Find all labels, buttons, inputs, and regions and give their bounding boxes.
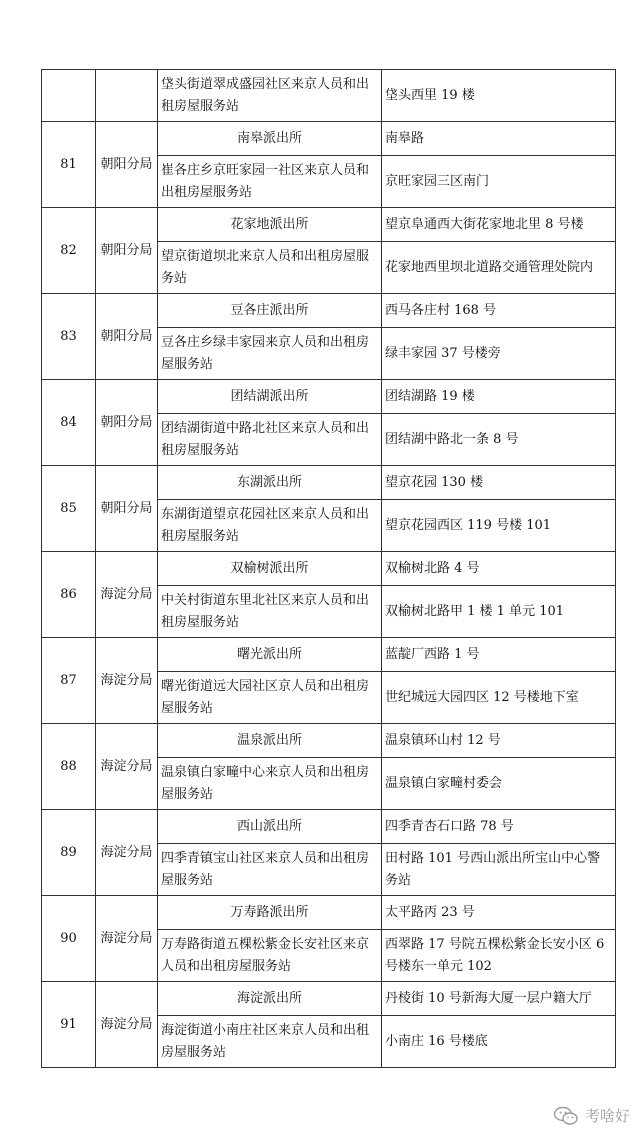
police-station-name: 西山派出所 — [158, 810, 382, 844]
service-station-address: 垡头西里 19 楼 — [382, 70, 616, 122]
bureau-cell: 海淀分局 — [96, 638, 158, 724]
police-station-address: 西马各庄村 168 号 — [382, 294, 616, 328]
police-station-address: 蓝靛厂西路 1 号 — [382, 638, 616, 672]
police-station-address: 温泉镇环山村 12 号 — [382, 724, 616, 758]
table-row — [42, 982, 616, 1016]
police-station-address: 望京花园 130 楼 — [382, 466, 616, 500]
table-row — [42, 724, 616, 758]
number-cell: 88 — [42, 724, 96, 810]
police-station-name: 豆各庄派出所 — [158, 294, 382, 328]
table-row — [42, 70, 616, 122]
service-station-address: 京旺家园三区南门 — [382, 156, 616, 208]
service-station-name: 崔各庄乡京旺家园一社区来京人员和出租房屋服务站 — [158, 156, 382, 208]
police-station-name: 东湖派出所 — [158, 466, 382, 500]
watermark — [553, 1105, 630, 1126]
service-station-address: 团结湖中路北一条 8 号 — [382, 414, 616, 466]
service-station-name: 温泉镇白家疃中心来京人员和出租房屋服务站 — [158, 758, 382, 810]
bureau-cell: 海淀分局 — [96, 982, 158, 1068]
police-station-address: 双榆树北路 4 号 — [382, 552, 616, 586]
service-station-name: 海淀街道小南庄社区来京人员和出租房屋服务站 — [158, 1016, 382, 1068]
service-station-address: 望京花园西区 119 号楼 101 — [382, 500, 616, 552]
table-row — [42, 122, 616, 156]
police-station-name: 南皋派出所 — [158, 122, 382, 156]
number-cell: 89 — [42, 810, 96, 896]
table-row — [42, 810, 616, 844]
police-station-address: 四季青杏石口路 78 号 — [382, 810, 616, 844]
police-station-name: 海淀派出所 — [158, 982, 382, 1016]
table-row — [42, 552, 616, 586]
police-station-name: 曙光派出所 — [158, 638, 382, 672]
police-station-address: 丹棱街 10 号新海大厦一层户籍大厅 — [382, 982, 616, 1016]
service-station-address: 双榆树北路甲 1 楼 1 单元 101 — [382, 586, 616, 638]
service-station-name: 东湖街道望京花园社区来京人员和出租房屋服务站 — [158, 500, 382, 552]
police-station-name: 双榆树派出所 — [158, 552, 382, 586]
bureau-cell: 朝阳分局 — [96, 208, 158, 294]
bureau-cell: 海淀分局 — [96, 896, 158, 982]
service-station-name: 中关村街道东里北社区来京人员和出租房屋服务站 — [158, 586, 382, 638]
bureau-cell: 海淀分局 — [96, 724, 158, 810]
police-station-name: 万寿路派出所 — [158, 896, 382, 930]
number-cell: 82 — [42, 208, 96, 294]
bureau-cell: 朝阳分局 — [96, 122, 158, 208]
number-cell: 84 — [42, 380, 96, 466]
table-row — [42, 466, 616, 500]
watermark-text: 考啥好 — [584, 1107, 630, 1125]
bureau-cell: 海淀分局 — [96, 552, 158, 638]
table-row — [42, 208, 616, 242]
service-station-name: 垡头街道翠成盛园社区来京人员和出租房屋服务站 — [158, 70, 382, 122]
number-cell: 90 — [42, 896, 96, 982]
table-row — [42, 380, 616, 414]
number-cell: 83 — [42, 294, 96, 380]
police-station-name: 花家地派出所 — [158, 208, 382, 242]
service-station-name: 望京街道坝北来京人员和出租房屋服务站 — [158, 242, 382, 294]
police-station-name: 温泉派出所 — [158, 724, 382, 758]
service-station-name: 豆各庄乡绿丰家园来京人员和出租房屋服务站 — [158, 328, 382, 380]
service-station-address: 田村路 101 号西山派出所宝山中心警务站 — [382, 844, 616, 896]
bureau-cell — [96, 70, 158, 122]
table-row — [42, 638, 616, 672]
service-station-address: 世纪城远大园四区 12 号楼地下室 — [382, 672, 616, 724]
number-cell: 81 — [42, 122, 96, 208]
number-cell: 86 — [42, 552, 96, 638]
number-cell — [42, 70, 96, 122]
number-cell: 87 — [42, 638, 96, 724]
table-row — [42, 294, 616, 328]
wechat-icon — [553, 1106, 579, 1126]
police-station-address: 南皋路 — [382, 122, 616, 156]
service-station-address: 温泉镇白家疃村委会 — [382, 758, 616, 810]
police-station-address: 团结湖路 19 楼 — [382, 380, 616, 414]
police-station-address: 太平路丙 23 号 — [382, 896, 616, 930]
number-cell: 85 — [42, 466, 96, 552]
bureau-cell: 朝阳分局 — [96, 466, 158, 552]
service-station-name: 曙光街道远大园社区京人员和出租房屋服务站 — [158, 672, 382, 724]
service-station-address: 小南庄 16 号楼底 — [382, 1016, 616, 1068]
bureau-cell: 朝阳分局 — [96, 380, 158, 466]
bureau-cell: 海淀分局 — [96, 810, 158, 896]
bureau-cell: 朝阳分局 — [96, 294, 158, 380]
police-station-name: 团结湖派出所 — [158, 380, 382, 414]
service-station-address: 绿丰家园 37 号楼旁 — [382, 328, 616, 380]
service-station-name: 万寿路街道五棵松紫金长安社区来京人员和出租房屋服务站 — [158, 930, 382, 982]
service-station-address: 西翠路 17 号院五棵松紫金长安小区 6 号楼东一单元 102 — [382, 930, 616, 982]
police-station-table — [41, 69, 616, 1068]
number-cell: 91 — [42, 982, 96, 1068]
police-station-address: 望京阜通西大街花家地北里 8 号楼 — [382, 208, 616, 242]
service-station-address: 花家地西里坝北道路交通管理处院内 — [382, 242, 616, 294]
service-station-name: 四季青镇宝山社区来京人员和出租房屋服务站 — [158, 844, 382, 896]
table-row — [42, 896, 616, 930]
service-station-name: 团结湖街道中路北社区来京人员和出租房屋服务站 — [158, 414, 382, 466]
